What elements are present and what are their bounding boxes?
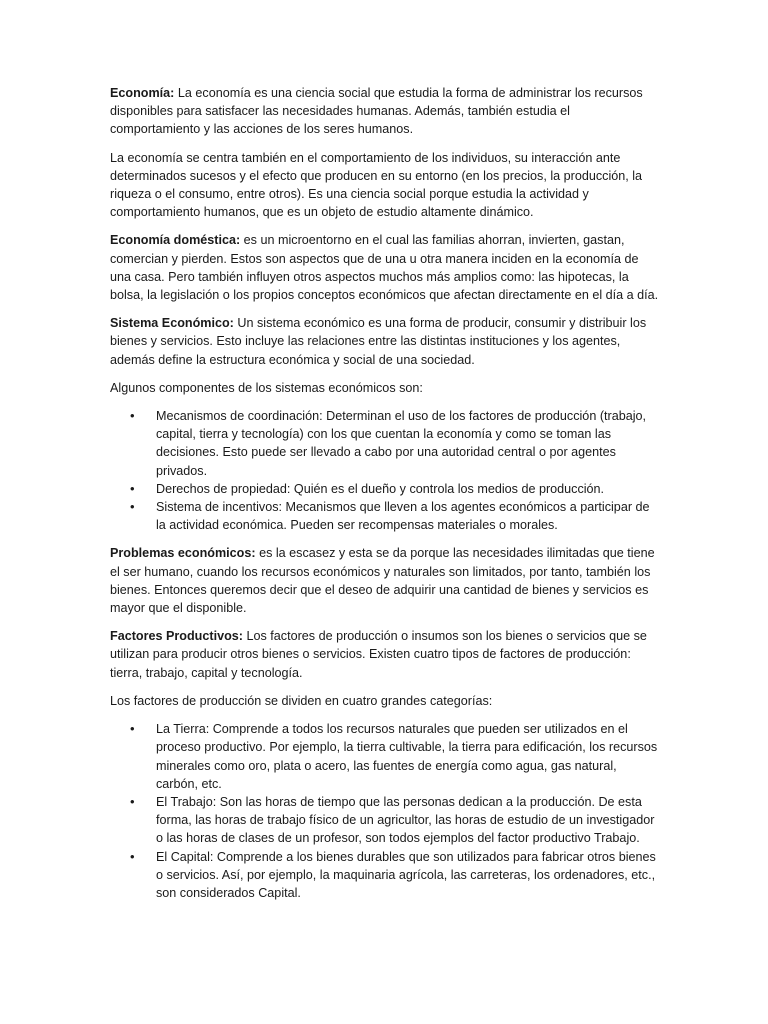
term-problemas: Problemas económicos: [110,546,256,561]
term-economia-domestica: Economía doméstica: [110,233,241,248]
term-factores: Factores Productivos: [110,629,243,644]
bullet-icon: • [130,793,135,809]
list-item-text: El Trabajo: Son las horas de tiempo que las personas dedican a la producción. De esta forma, las horas de trabajo físico de un agricultor, las horas de estudio de un investigador o las horas de clases de un profesor, son todos ejemplos del factor productivo Trabajo. [156,794,655,846]
paragraph-text: La economía es una ciencia social que estudia la forma de administrar los recursos disponibles para satisfacer las necesidades humanas. Además, también estudia el comportamiento y las acciones de los seres humanos. [110,86,643,137]
paragraph-problemas [110,544,662,617]
list-item [110,498,662,534]
paragraph-text: Los factores de producción o insumos son los bienes o servicios que se utilizan para producir otros bienes o servicios. Existen cuatro tipos de factores de producción: tierra, trabajo, capital y tecnología. [110,629,647,680]
list-item-text: La Tierra: Comprende a todos los recursos naturales que pueden ser utilizados en el proceso productivo. Por ejemplo, la tierra cultivable, la tierra para edificación, los recursos minerales como oro, plata o acero, las fuentes de energía como agua, gas natural, carbón, etc. [156,722,658,791]
bullet-icon: • [130,499,135,515]
paragraph-text: es la escasez y esta se da porque las necesidades ilimitadas que tiene el ser humano, cuando los recursos económicos y naturales son limitados, por tanto, también los bienes. Entonces queremos decir que el deseo de adquirir una cantidad de bienes y servicios es mayor que el disponible. [110,546,655,616]
bullet-icon: • [130,848,135,864]
paragraph-economia [110,84,662,139]
paragraph-componentes-intro: Algunos componentes de los sistemas económicos son: [110,380,423,395]
paragraph-factores [110,627,662,682]
list-componentes [110,407,662,534]
paragraph-economia-domestica [110,231,662,304]
paragraph-economia-2: La economía se centra también en el comportamiento de los individuos, su interacción ante determinados sucesos y el efecto que producen en su entorno (en los precios, la producción, la riqueza o el consumo, entre otros). Es una ciencia social porque estudia la actividad y comportamiento humanos, que es un objeto de estudio altamente dinámico. [110,150,643,220]
paragraph-factores-intro: Los factores de producción se dividen en cuatro grandes categorías: [110,693,493,708]
list-item-text: El Capital: Comprende a los bienes durables que son utilizados para fabricar otros bienes o servicios. Así, por ejemplo, la maquinaria agrícola, las carreteras, los ordenadores, etc., son considerados Capital. [156,849,656,900]
list-item-text: Mecanismos de coordinación: Determinan el uso de los factores de producción (trabajo, capital, tierra y tecnología) con los que cuentan la economía y como se toman las decisiones. Esto puede ser llevado a cabo por una autoridad central o por agentes privados. [156,409,647,478]
list-item-text: Derechos de propiedad: Quién es el dueño y controla los medios de producción. [156,481,605,496]
list-item [110,407,662,480]
paragraph-text: es un microentorno en el cual las familias ahorran, invierten, gastan, comercian y pierden. Estos son aspectos que de una u otra manera inciden en la economía de una casa. Pero también influyen otros aspectos muchos más amplios como: las hipotecas, la bolsa, la legislación o los propios conceptos económicos que afectan directamente en el día a día. [110,233,659,303]
list-item [110,793,662,848]
list-categorias [110,720,662,902]
list-item-text: Sistema de incentivos: Mecanismos que lleven a los agentes económicos a participar de la actividad económica. Pueden ser recompensas materiales o morales. [156,500,650,533]
bullet-icon: • [130,480,135,496]
bullet-icon: • [130,408,135,424]
paragraph-sistema-economico [110,314,662,369]
term-sistema-economico: Sistema Económico: [110,316,234,331]
bullet-icon: • [130,721,135,737]
term-economia: Economía: [110,86,175,100]
list-item [110,848,662,903]
document-page [110,84,662,912]
list-item [110,480,662,498]
list-item [110,720,662,793]
paragraph-text: Un sistema económico es una forma de producir, consumir y distribuir los bienes y servicios. Esto incluye las relaciones entre las distintas instituciones y los agentes, además define la estructura económica y social de una sociedad. [110,316,647,367]
